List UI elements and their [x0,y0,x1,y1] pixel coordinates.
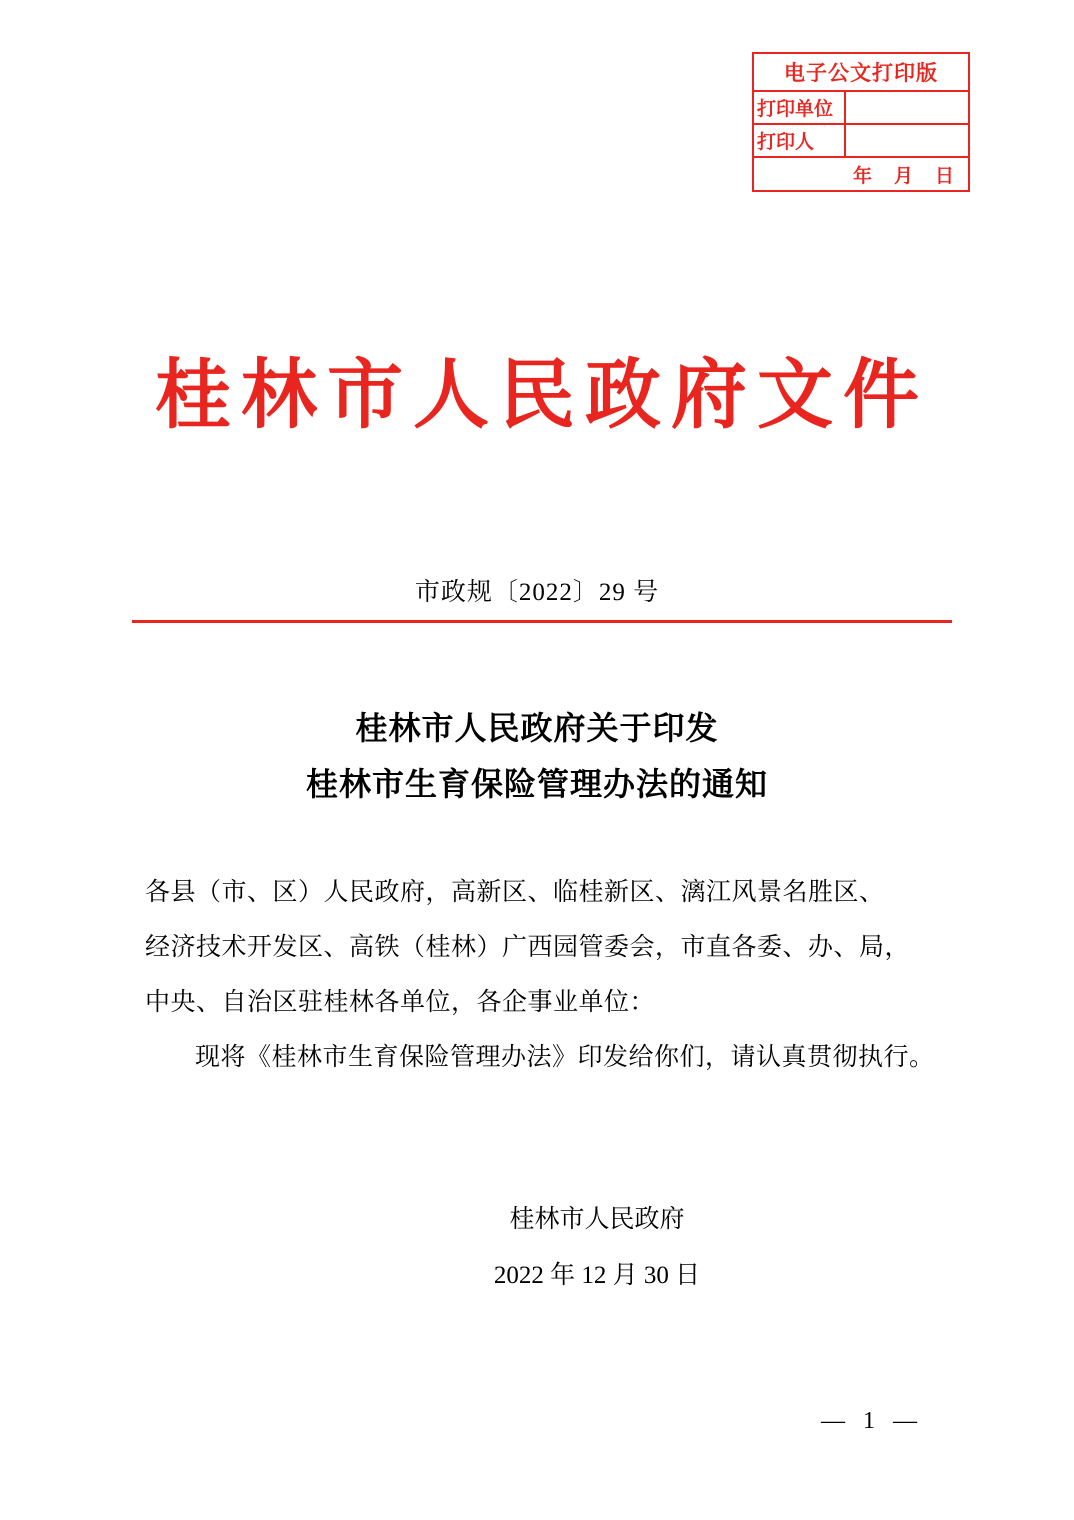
print-unit-value [846,92,968,123]
page-title [137,700,937,812]
page-title-line-1: 桂林市人民政府关于印发 [355,710,719,746]
document-body [145,865,935,1085]
page-title-line-2: 桂林市生育保险管理办法的通知 [305,766,768,802]
document-number: 市政规〔2022〕29 号 [414,579,660,606]
print-stamp-row-person [754,125,968,158]
print-unit-label: 打印单位 [754,92,846,123]
recipients-line-2: 经济技术开发区、高铁（桂林）广西园管委会，市直各委、办、局， [145,934,911,961]
print-date-units [754,158,968,191]
masthead-title: 桂林市人民政府文件 [155,354,929,438]
recipients-line-1: 各县（市、区）人民政府，高新区、临桂新区、漓江风景名胜区、 [145,879,885,906]
print-date-month: 月 [893,166,913,187]
signature-block [0,1192,1074,1304]
print-stamp-title: 电子公文打印版 [754,54,968,92]
body-paragraph-1: 现将《桂林市生育保险管理办法》印发给你们，请认真贯彻执行。 [195,1044,935,1071]
print-stamp-row-date [754,158,968,191]
print-person-value [846,125,968,156]
red-divider-rule [132,620,952,623]
print-date-day: 日 [934,166,954,187]
page-number: — 1 — [821,1408,923,1434]
print-person-label: 打印人 [754,125,846,156]
print-date-year: 年 [852,166,872,187]
print-stamp-box [752,52,970,192]
recipients-line-3: 中央、自治区驻桂林各单位，各企事业单位： [145,989,656,1016]
signature-organization: 桂林市人民政府 [509,1206,685,1233]
print-stamp-row-unit [754,92,968,125]
signature-date: 2022 年 12 月 30 日 [493,1262,701,1289]
